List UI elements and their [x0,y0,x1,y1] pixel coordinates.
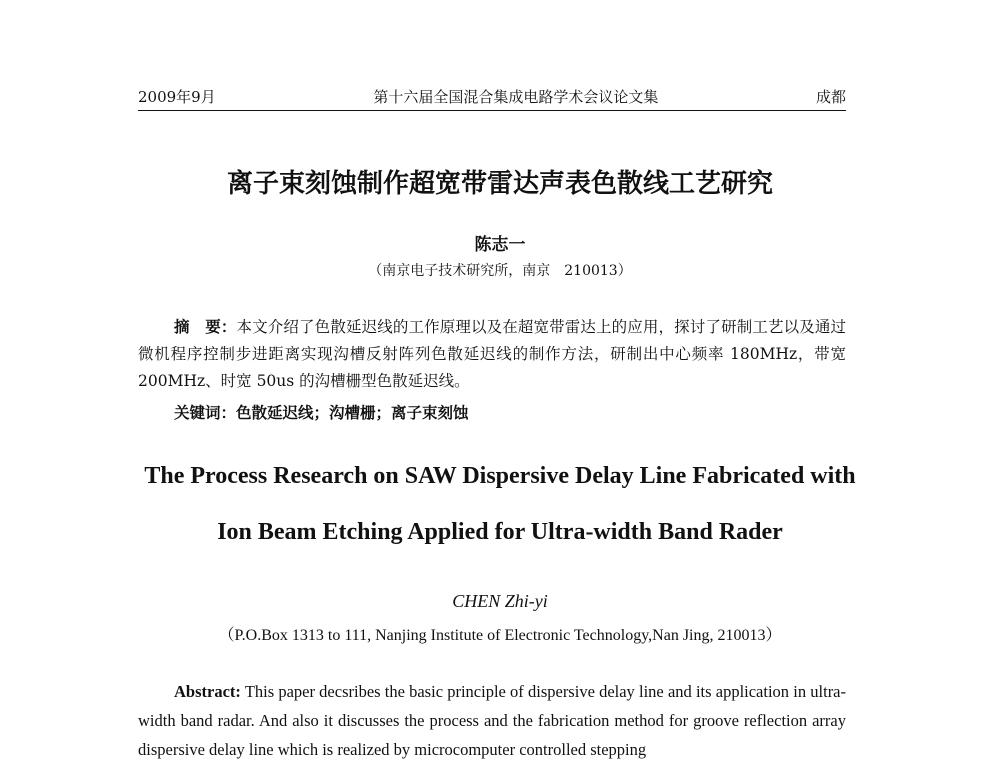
chinese-title: 离子束刻蚀制作超宽带雷达声表色散线工艺研究 [226,169,773,199]
chinese-abstract [138,313,846,395]
header-proceedings: 第十六届全国混合集成电路学术会议论文集 [373,88,659,106]
english-abstract-label: Abstract: [174,682,241,701]
english-abstract-text: This paper decsribes the basic principle of dispersive delay line and its application in ultra-width band radar. And also it discusses the process and the fabrication method for groove reflection array dispersive delay line which is realized by microcomputer controlled stepping [138,682,847,759]
chinese-keywords-label: 关键词： [174,403,237,422]
english-author: CHEN Zhi-yi [452,591,548,611]
chinese-affiliation: （南京电子技术研究所，南京 210013） [368,263,632,279]
chinese-keywords-text: 色散延迟线；沟槽栅；离子束刻蚀 [236,403,469,422]
chinese-author: 陈志一 [474,235,526,255]
english-title-line1: The Process Research on SAW Dispersive Delay Line Fabricated with [144,463,856,489]
chinese-keywords [174,401,846,423]
english-affiliation: （P.O.Box 1313 to 111, Nanjing Institute of Electronic Technology,Nan Jing, 210013） [218,627,782,644]
english-abstract [138,677,846,764]
english-title-line2: Ion Beam Etching Applied for Ultra-width Band Rader [217,519,783,545]
chinese-abstract-text: 本文介绍了色散延迟线的工作原理以及在超宽带雷达上的应用，探讨了研制工艺以及通过微机程序控制步进距离实现沟槽反射阵列色散延迟线的制作方法，研制出中心频率 180MHz，带宽 200MHz、时宽 50us 的沟槽栅型色散延迟线。 [138,318,846,390]
chinese-abstract-label: 摘 要： [174,317,237,336]
header-date: 2009年9月 [138,88,216,106]
running-header [138,86,846,111]
header-location: 成都 [815,88,846,106]
